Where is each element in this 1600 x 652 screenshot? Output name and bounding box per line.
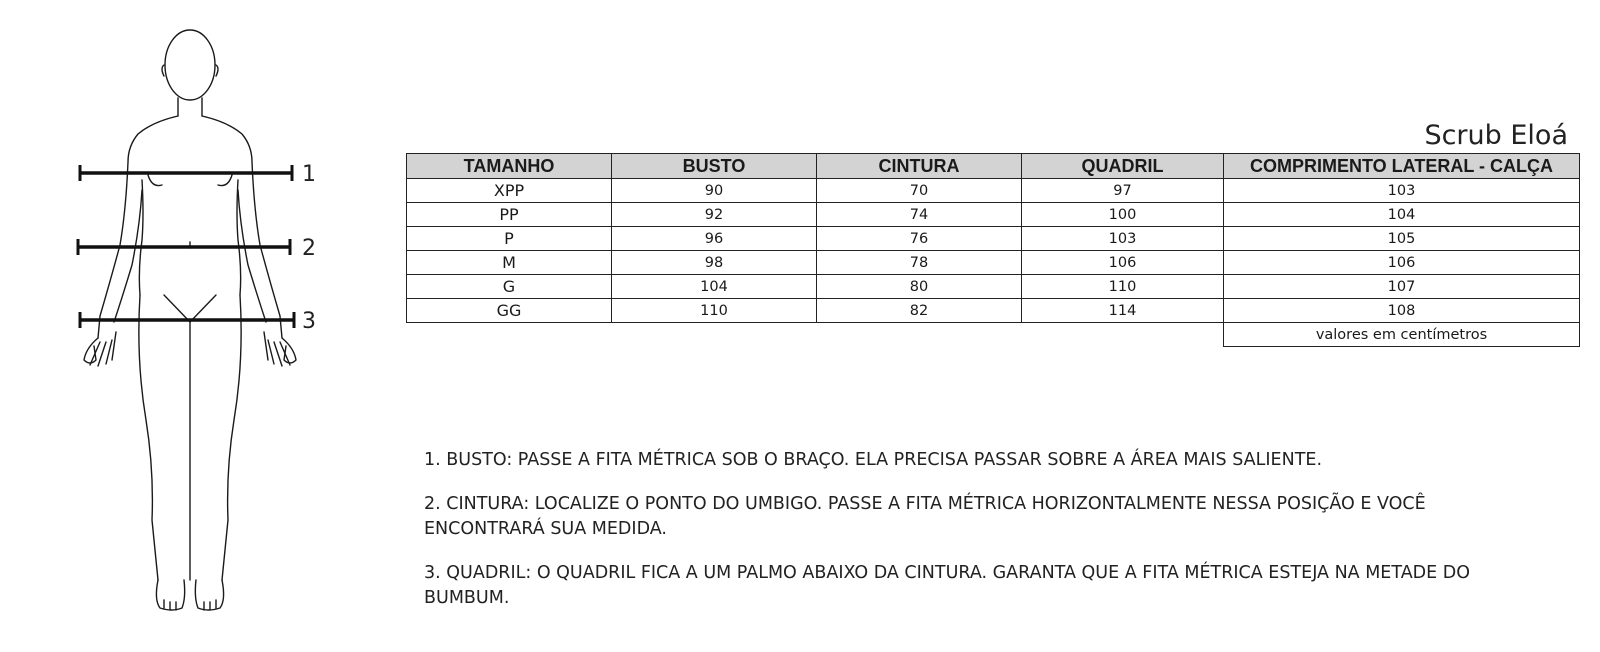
size-cell: PP bbox=[407, 203, 612, 227]
quadril-cell: 110 bbox=[1022, 275, 1224, 299]
header-busto: BUSTO bbox=[612, 154, 817, 179]
table-row bbox=[407, 299, 1580, 323]
figure-head bbox=[165, 30, 215, 100]
comprimento-cell: 108 bbox=[1224, 299, 1580, 323]
quadril-cell: 103 bbox=[1022, 227, 1224, 251]
comprimento-cell: 107 bbox=[1224, 275, 1580, 299]
busto-cell: 104 bbox=[612, 275, 817, 299]
waist-number-label: 2 bbox=[302, 236, 316, 261]
header-quadril: QUADRIL bbox=[1022, 154, 1224, 179]
table-note-row bbox=[407, 323, 1580, 347]
comprimento-cell: 103 bbox=[1224, 179, 1580, 203]
table-header-row bbox=[407, 154, 1580, 179]
body-measurement-figure bbox=[60, 20, 320, 630]
busto-cell: 98 bbox=[612, 251, 817, 275]
units-note: valores em centímetros bbox=[1224, 323, 1580, 347]
hip-number-label: 3 bbox=[302, 309, 316, 334]
cintura-cell: 70 bbox=[817, 179, 1022, 203]
busto-cell: 110 bbox=[612, 299, 817, 323]
cintura-cell: 74 bbox=[817, 203, 1022, 227]
comprimento-cell: 106 bbox=[1224, 251, 1580, 275]
busto-cell: 90 bbox=[612, 179, 817, 203]
table-row bbox=[407, 275, 1580, 299]
header-comprimento: COMPRIMENTO LATERAL - CALÇA bbox=[1224, 154, 1580, 179]
table-row bbox=[407, 179, 1580, 203]
header-tamanho: TAMANHO bbox=[407, 154, 612, 179]
busto-cell: 96 bbox=[612, 227, 817, 251]
cintura-cell: 78 bbox=[817, 251, 1022, 275]
cintura-cell: 76 bbox=[817, 227, 1022, 251]
busto-cell: 92 bbox=[612, 203, 817, 227]
quadril-cell: 114 bbox=[1022, 299, 1224, 323]
quadril-cell: 106 bbox=[1022, 251, 1224, 275]
size-cell: XPP bbox=[407, 179, 612, 203]
instruction-quadril: 3. QUADRIL: O QUADRIL FICA A UM PALMO ABAIXO DA CINTURA. GARANTA QUE A FITA MÉTRICA ESTEJA NA METADE DO BUMBUM. bbox=[424, 563, 1471, 608]
size-cell: GG bbox=[407, 299, 612, 323]
quadril-cell: 100 bbox=[1022, 203, 1224, 227]
product-title: Scrub Eloá bbox=[1424, 120, 1568, 151]
instruction-busto: 1. BUSTO: PASSE A FITA MÉTRICA SOB O BRAÇO. ELA PRECISA PASSAR SOBRE A ÁREA MAIS SALIENTE. bbox=[424, 450, 1323, 470]
size-chart-table bbox=[406, 153, 1580, 347]
measurement-instructions bbox=[424, 448, 1484, 630]
size-cell: M bbox=[407, 251, 612, 275]
instruction-cintura: 2. CINTURA: LOCALIZE O PONTO DO UMBIGO. PASSE A FITA MÉTRICA HORIZONTALMENTE NESSA POSIÇÃO E VOCÊ ENCONTRARÁ SUA MEDIDA. bbox=[424, 494, 1426, 539]
size-cell: G bbox=[407, 275, 612, 299]
header-cintura: CINTURA bbox=[817, 154, 1022, 179]
size-cell: P bbox=[407, 227, 612, 251]
quadril-cell: 97 bbox=[1022, 179, 1224, 203]
cintura-cell: 82 bbox=[817, 299, 1022, 323]
cintura-cell: 80 bbox=[817, 275, 1022, 299]
table-row bbox=[407, 251, 1580, 275]
bust-number-label: 1 bbox=[302, 162, 316, 187]
table-row bbox=[407, 203, 1580, 227]
table-row bbox=[407, 227, 1580, 251]
comprimento-cell: 105 bbox=[1224, 227, 1580, 251]
comprimento-cell: 104 bbox=[1224, 203, 1580, 227]
